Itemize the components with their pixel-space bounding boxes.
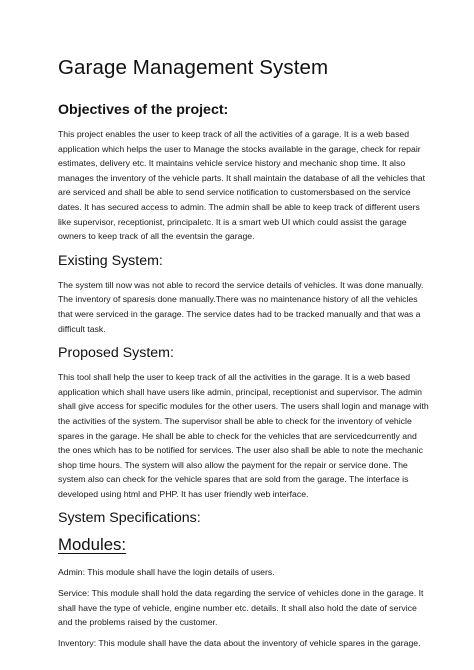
objectives-heading: Objectives of the project: [58, 102, 229, 118]
objectives-paragraph: This project enables the user to keep track of all the activities of a garage. It is a web based application which helps the user to Manage the stocks available in the garage, check for repair estimates, delivery etc. It maintains vehicle service history and mechanic shop time. It also manages the inventory of the vehicle parts. It shall maintain the database of all the vehicles that are serviced and shall be able to send service notification to customersbased on the service dates. It has secured access to admin. The admin shall be able to keep track of different users like supervisor, receptionist, principaletc. It is a smart web UI which could assist the garage owners to keep track of all the eventsin the garage. [58, 129, 426, 242]
existing-system-paragraph: The system till now was not able to record the service details of vehicles. It was done manually. The inventory of sparesis done manually.There was no maintenance history of all the vehicles that were serviced in the garage. The service dates had to be tracked manually and that was a difficult task. [58, 279, 424, 334]
proposed-system-paragraph: This tool shall help the user to keep track of all the activities in the garage. It is a web based application which shall have users like admin, principal, receptionist and supervisor. The admin shall give access for specific modules for the other users. The users shall login and manage with the activities of the system. The supervisor shall be able to check for the inventory of vehicle spares in the garage. He shall be able to check for the vehicles that are servicedcurrently and the ones which has to be notified for services. The user also shall be able to note the mechanic shop time hours. The system will also allow the payment for the repair or service done. The system also can check for the vehicle spares that are sold from the garage. The interface is developed using html and PHP. It has user friendly web interface. [58, 372, 429, 499]
module-inventory-paragraph: Inventory: This module shall have the data about the inventory of vehicle spares in the garage. [58, 637, 421, 648]
system-specifications-heading: System Specifications: [58, 510, 201, 527]
proposed-system-heading: Proposed System: [58, 345, 174, 362]
module-service-paragraph: Service: This module shall hold the data regarding the service of vehicles done in the garage. It shall have the type of vehicle, engine number etc. details. It shall also hold the date of service and the problems raised by the customer. [58, 588, 424, 628]
module-admin-paragraph: Admin: This module shall have the login details of users. [58, 567, 275, 578]
modules-heading: Modules: [58, 535, 127, 555]
existing-system-heading: Existing System: [58, 252, 163, 269]
document-title: Garage Management System [58, 56, 329, 79]
